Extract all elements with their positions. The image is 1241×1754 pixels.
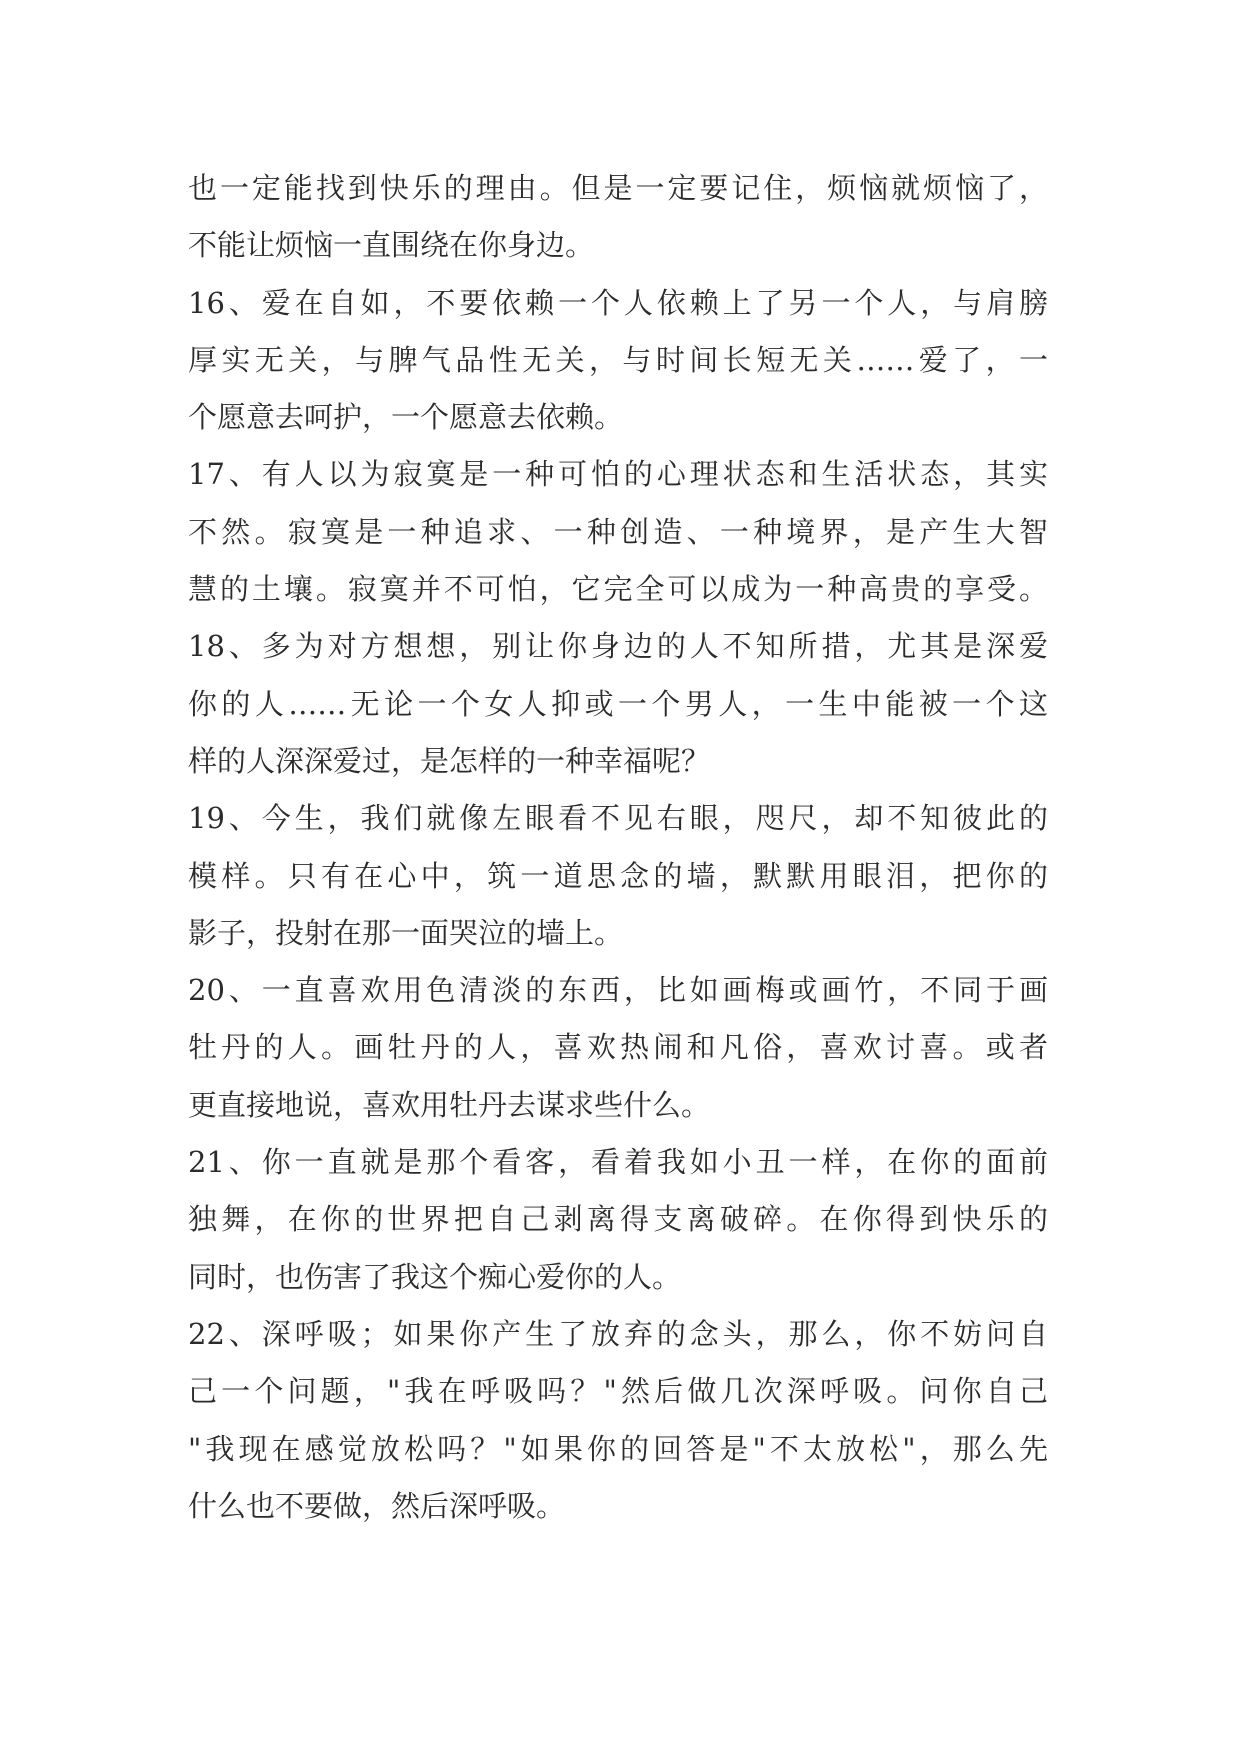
- text-line: 牡丹的人。画牡丹的人，喜欢热闹和凡俗，喜欢讨喜。或者: [188, 1030, 1048, 1065]
- text-line: 什么也不要做，然后深呼吸。: [188, 1488, 566, 1523]
- document-body: [188, 160, 1048, 1535]
- text-line: 厚实无关，与脾气品性无关，与时间长短无关……爱了，一: [188, 342, 1048, 377]
- text-line: 17、有人以为寂寞是一种可怕的心理状态和生活状态，其实: [188, 457, 1048, 492]
- text-line: 样的人深深爱过，是怎样的一种幸福呢？: [188, 743, 711, 778]
- text-line: 你的人……无论一个女人抑或一个男人，一生中能被一个这: [188, 686, 1048, 721]
- text-line: 个愿意去呵护，一个愿意去依赖。: [188, 400, 624, 435]
- text-line: 更直接地说，喜欢用牡丹去谋求些什么。: [188, 1087, 711, 1122]
- text-line: 19、今生，我们就像左眼看不见右眼，咫尺，却不知彼此的: [188, 801, 1048, 836]
- text-line: "我现在感觉放松吗？"如果你的回答是"不太放松"，那么先: [188, 1431, 1048, 1466]
- text-line: 也一定能找到快乐的理由。但是一定要记住，烦恼就烦恼了，: [188, 171, 1048, 205]
- text-line: 慧的土壤。寂寞并不可怕，它完全可以成为一种高贵的享受。: [188, 572, 1048, 607]
- text-line: 不然。寂寞是一种追求、一种创造、一种境界，是产生大智: [188, 514, 1048, 549]
- text-line: 16、爱在自如，不要依赖一个人依赖上了另一个人，与肩膀: [188, 285, 1048, 320]
- text-line: 模样。只有在心中，筑一道思念的墙，默默用眼泪，把你的: [188, 858, 1048, 893]
- text-line: 己一个问题，"我在呼吸吗？"然后做几次深呼吸。问你自己: [188, 1374, 1048, 1409]
- text-line: 18、多为对方想想，别让你身边的人不知所措，尤其是深爱: [188, 629, 1048, 664]
- text-line: 21、你一直就是那个看客，看着我如小丑一样，在你的面前: [188, 1145, 1048, 1180]
- text-line: 不能让烦恼一直围绕在你身边。: [188, 228, 595, 263]
- text-line: 同时，也伤害了我这个痴心爱你的人。: [188, 1259, 682, 1294]
- text-line: 独舞，在你的世界把自己剥离得支离破碎。在你得到快乐的: [188, 1202, 1048, 1237]
- text-line: 20、一直喜欢用色清淡的东西，比如画梅或画竹，不同于画: [188, 973, 1048, 1008]
- text-line: 影子，投射在那一面哭泣的墙上。: [188, 915, 624, 950]
- text-line: 22、深呼吸；如果你产生了放弃的念头，那么，你不妨问自: [188, 1316, 1048, 1351]
